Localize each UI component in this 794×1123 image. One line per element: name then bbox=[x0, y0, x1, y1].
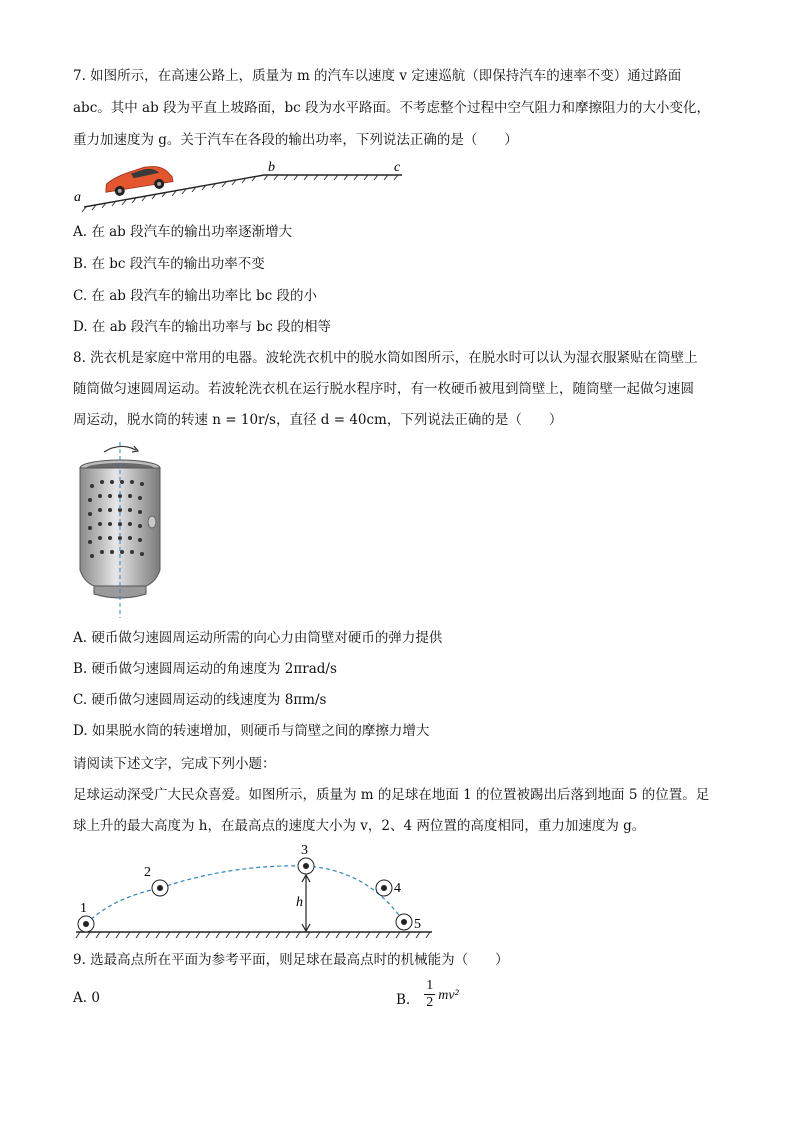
label-pos-4: 4 bbox=[394, 881, 401, 896]
q7-stem-line1: 7. 如图所示，在高速公路上，质量为 m 的汽车以速度 v 定速巡航（即保持汽车的速率不变）通过路面 bbox=[73, 68, 682, 84]
q8-option-c: C. 硬币做匀速圆周运动的线速度为 8πm/s bbox=[73, 692, 327, 708]
label-pos-2: 2 bbox=[144, 865, 151, 880]
q9-option-b-prefix: B. bbox=[396, 991, 411, 1008]
ball-4-icon bbox=[376, 880, 392, 896]
q7-stem-line2: abc。其中 ab 段为平直上坡路面，bc 段为水平路面。不考虑整个过程中空气阻力和摩擦阻力的大小变化， bbox=[73, 100, 711, 116]
q9-stem: 9. 选最高点所在平面为参考平面，则足球在最高点时的机械能为（ ） bbox=[73, 952, 509, 968]
q9-option-b-tail: mv² bbox=[438, 987, 459, 1003]
label-b: b bbox=[268, 160, 275, 175]
ball-3-icon bbox=[298, 858, 314, 874]
q7-option-b: B. 在 bc 段汽车的输出功率不变 bbox=[73, 256, 265, 272]
reading-intro: 请阅读下述文字，完成下列小题： bbox=[73, 756, 276, 772]
ball-1-icon bbox=[78, 916, 94, 932]
q7-stem-line3: 重力加速度为 g。关于汽车在各段的输出功率，下列说法正确的是（ ） bbox=[73, 132, 518, 148]
q7-option-a: A. 在 ab 段汽车的输出功率逐渐增大 bbox=[73, 224, 293, 240]
label-c: c bbox=[394, 160, 401, 175]
fraction-numerator: 1 bbox=[426, 978, 434, 993]
q7-option-c: C. 在 ab 段汽车的输出功率比 bc 段的小 bbox=[73, 288, 317, 304]
q8-stem-line1: 8. 洗衣机是家庭中常用的电器。波轮洗衣机中的脱水筒如图所示，在脱水时可以认为湿衣服紧贴在筒壁上 bbox=[73, 350, 698, 366]
label-a: a bbox=[74, 190, 81, 205]
reading-line2: 球上升的最大高度为 h，在最高点的速度大小为 v，2、4 两位置的高度相同，重力加速度为 g。 bbox=[73, 818, 646, 834]
q8-option-a: A. 硬币做匀速圆周运动所需的向心力由筒壁对硬币的弹力提供 bbox=[73, 630, 443, 646]
ground-hatching bbox=[76, 932, 430, 938]
q8-option-b: B. 硬币做匀速圆周运动的角速度为 2πrad/s bbox=[73, 661, 337, 677]
q7-option-d: D. 在 ab 段汽车的输出功率与 bc 段的相等 bbox=[73, 319, 331, 335]
label-pos-1: 1 bbox=[80, 901, 87, 916]
q7-road-figure bbox=[72, 155, 412, 215]
label-pos-5: 5 bbox=[414, 917, 421, 932]
fraction-denominator: 2 bbox=[426, 995, 434, 1010]
q8-option-d: D. 如果脱水筒的转速增加，则硬币与筒壁之间的摩擦力增大 bbox=[73, 723, 430, 739]
label-height: h bbox=[296, 895, 303, 910]
q9-option-b-fraction bbox=[424, 978, 435, 1011]
coin-icon bbox=[148, 516, 156, 528]
spin-drum-figure bbox=[76, 442, 166, 618]
q9-option-a: A. 0 bbox=[73, 990, 100, 1006]
q8-stem-line3: 周运动，脱水筒的转速 n = 10r/s，直径 d = 40cm，下列说法正确的是（ ） bbox=[73, 412, 563, 428]
q9-option-b bbox=[396, 978, 459, 1011]
q8-stem-line2: 随筒做匀速圆周运动。若波轮洗衣机在运行脱水程序时，有一枚硬币被甩到筒壁上，随筒壁一起做匀速圆 bbox=[73, 381, 694, 397]
ball-2-icon bbox=[152, 880, 168, 896]
trajectory-path bbox=[86, 866, 404, 924]
label-pos-3: 3 bbox=[301, 843, 308, 858]
ball-5-icon bbox=[396, 914, 412, 930]
reading-line1: 足球运动深受广大民众喜爱。如图所示，质量为 m 的足球在地面 1 的位置被踢出后落到地面 5 的位置。足 bbox=[73, 787, 710, 803]
football-trajectory-figure bbox=[72, 842, 436, 942]
